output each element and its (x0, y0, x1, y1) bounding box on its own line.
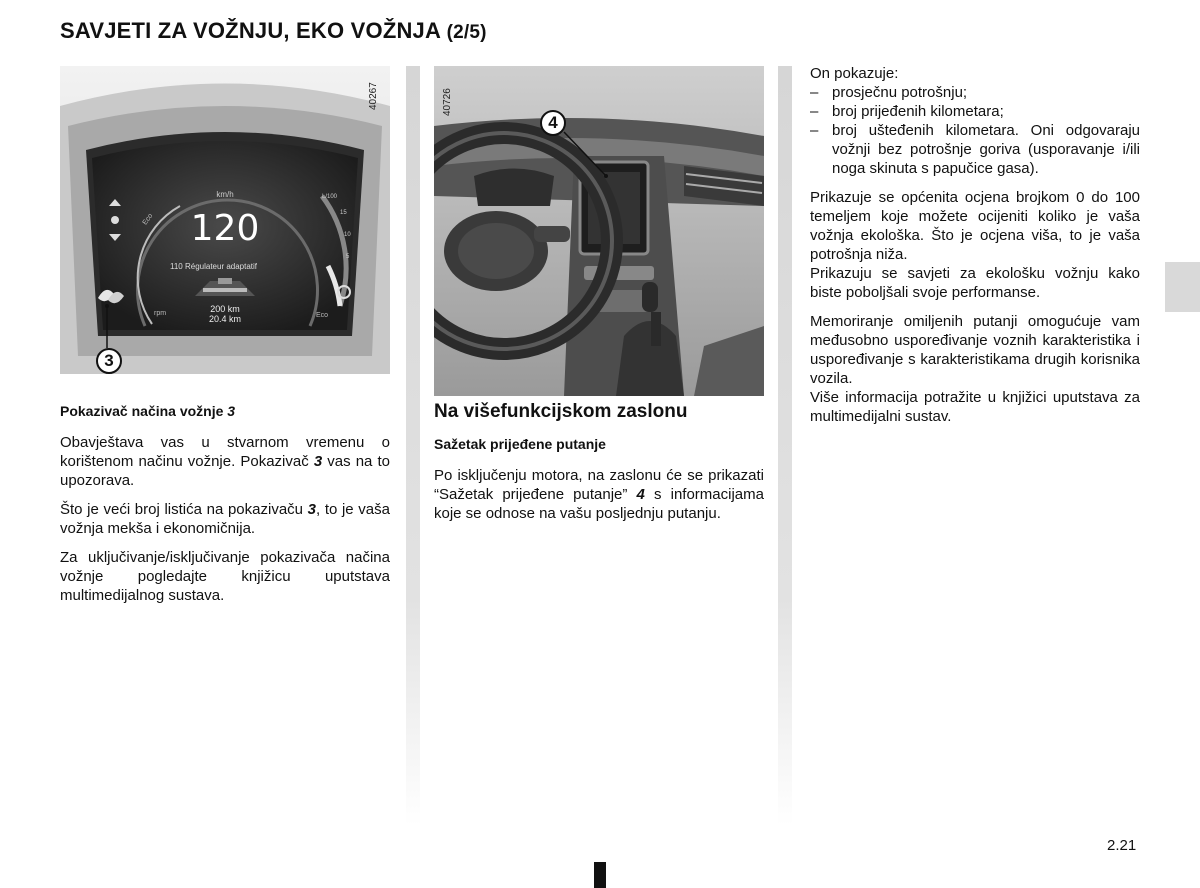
footer-mark (594, 862, 606, 888)
figure-instrument-cluster (60, 66, 390, 374)
gauge-tick: 5 (346, 254, 350, 260)
list-intro: On pokazuje: (810, 65, 899, 82)
rpm-label: rpm (154, 310, 167, 317)
paragraph (60, 433, 390, 490)
info-list (810, 83, 1140, 178)
eco-label-right: Eco (316, 312, 329, 319)
section-heading: Na višefunkcijskom zaslonu (434, 401, 688, 422)
figure-id: 40267 (368, 82, 379, 110)
section-heading (60, 402, 390, 421)
paragraph (60, 500, 390, 538)
distance-line-1: 200 km (210, 304, 240, 314)
ref-number: 4 (636, 486, 645, 503)
paragraph: Više informacija potražite u knjižici uputstava za multimedijalni sustav. (810, 389, 1140, 425)
paragraph-text: Po isključenju motora, na zaslonu će se prikazati “Sažetak prijeđene putanje” (434, 467, 764, 503)
paragraph-text: Obavještava vas u stvarnom vremenu o korištenom načinu vožnje. Pokazivač (60, 434, 390, 470)
heading-ref: 3 (227, 403, 236, 419)
chapter-tab (1165, 262, 1200, 312)
ref-number: 3 (307, 501, 316, 518)
consumption-unit: L/100 (322, 194, 338, 200)
paragraph-text: Što je veći broj listića na pokazivaču (60, 501, 308, 518)
speed-readout: 120 (190, 208, 260, 249)
paragraph-text: s informacijama koje se odnose na vašu posljednju putanju. (434, 486, 764, 522)
cruise-control-text: 110 Régulateur adaptatif (170, 262, 258, 271)
heading-text: Pokazivač načina vožnje (60, 403, 228, 419)
list-item: – broj prijeđenih kilometara; (810, 102, 1140, 121)
column-middle (434, 402, 764, 533)
callout-4: 4 (540, 110, 566, 136)
ref-number: 3 (313, 453, 323, 470)
column-divider-left (406, 66, 420, 826)
paragraph: Prikazuje se općenita ocjena brojkom 0 do 100 temeljem koje možete ocijeniti koliko je vaša vožnja ekološka. Što je ocjena viša, to je vaša potrošnja niža. (810, 189, 1140, 263)
callout-3: 3 (96, 348, 122, 374)
callout-leader-line (434, 66, 764, 396)
figure-dashboard (434, 66, 764, 396)
eco-label-left: Eco (141, 212, 155, 227)
page-title (60, 18, 487, 44)
gauge-tick: 15 (340, 210, 347, 216)
paragraph-text: vas na to upozorava. (60, 453, 390, 489)
page-title-part: (2/5) (446, 22, 487, 43)
paragraph (434, 466, 764, 523)
figure-id: 40726 (442, 88, 453, 116)
speed-unit: km/h (216, 190, 234, 199)
callout-leader-line (60, 66, 390, 374)
paragraph: Prikazuju se savjeti za ekološku vožnju kako biste poboljšali svoje performanse. (810, 265, 1140, 301)
column-divider-right (778, 66, 792, 826)
paragraph: Memoriranje omiljenih putanji omogućuje vam međusobno uspoređivanje voznih karakteristika i uspoređivanje s karakteristikama drugih korisnika vozila. (810, 313, 1140, 387)
column-right (810, 64, 1140, 436)
page-title-main: SAVJETI ZA VOŽNJU, EKO VOŽNJA (60, 18, 441, 43)
paragraph: Za uključivanje/isključivanje pokazivača načina vožnje pogledajte knjižicu uputstava multimedijalnog sustava. (60, 549, 390, 604)
distance-line-2: 20.4 km (208, 314, 241, 324)
list-item: – broj uštеđenih kilometara. Oni odgovaraju vožnji bez potrošnje goriva (usporavanje i/ili noga skinuta s papučice gasa). (810, 121, 1140, 178)
column-left (60, 402, 390, 615)
paragraph-text: , to je vaša vožnja mekša i ekonomičnija. (60, 501, 390, 537)
list-item: – prosječnu potrošnju; (810, 83, 1140, 102)
gauge-tick: 10 (344, 232, 351, 238)
page-number: 2.21 (1107, 837, 1137, 854)
subsection-heading: Sažetak prijeđene putanje (434, 436, 606, 452)
